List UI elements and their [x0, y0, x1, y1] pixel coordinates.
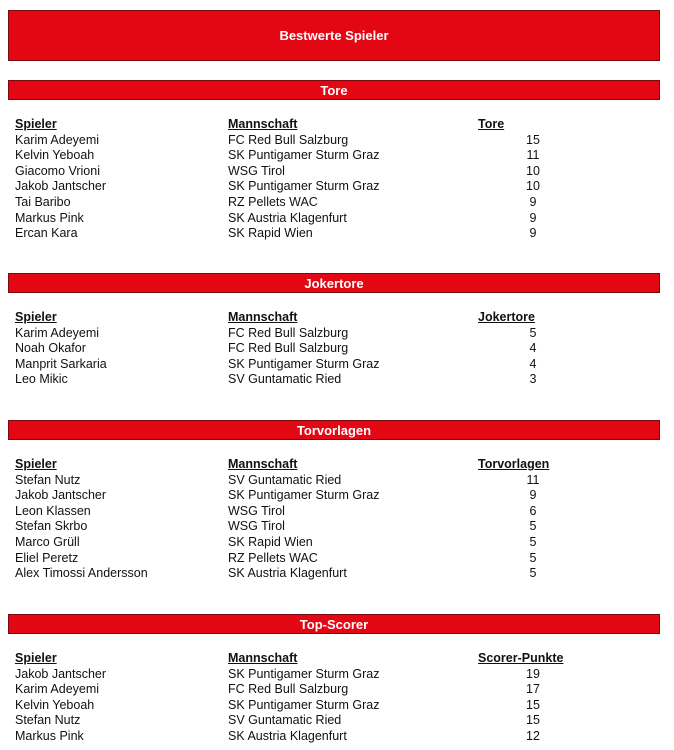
- cell-stat: 5: [529, 534, 537, 549]
- table-row: [8, 682, 660, 698]
- cell-spieler: Markus Pink: [15, 728, 84, 743]
- table-row: [8, 667, 660, 683]
- cell-mannschaft: SV Guntamatic Ried: [228, 372, 342, 387]
- cell-spieler: Stefan Nutz: [15, 713, 81, 728]
- table-row: [8, 473, 660, 489]
- cell-stat: 9: [529, 194, 537, 209]
- cell-mannschaft: SK Puntigamer Sturm Graz: [228, 666, 380, 681]
- table-row: [8, 372, 660, 388]
- section-title: Torvorlagen: [8, 420, 660, 440]
- cell-mannschaft: FC Red Bull Salzburg: [228, 325, 349, 340]
- cell-mannschaft: FC Red Bull Salzburg: [228, 132, 349, 147]
- table-header: [8, 651, 660, 667]
- cell-mannschaft: SK Austria Klagenfurt: [228, 728, 347, 743]
- cell-stat: 5: [529, 550, 537, 565]
- cell-mannschaft: WSG Tirol: [228, 503, 285, 518]
- section-title: Tore: [8, 80, 660, 100]
- cell-stat: 4: [529, 356, 537, 371]
- cell-spieler: Jakob Jantscher: [15, 179, 107, 194]
- cell-mannschaft: RZ Pellets WAC: [228, 550, 318, 565]
- table-row: [8, 566, 660, 582]
- cell-stat: 4: [529, 341, 537, 356]
- stats-table: [8, 117, 660, 242]
- table-row: [8, 211, 660, 227]
- cell-spieler: Markus Pink: [15, 210, 84, 225]
- cell-mannschaft: SK Puntigamer Sturm Graz: [228, 488, 380, 503]
- header-stat: Jokertore: [478, 310, 535, 324]
- cell-spieler: Kelvin Yeboah: [15, 148, 95, 163]
- stats-table: [8, 457, 660, 582]
- cell-stat: 15: [526, 132, 540, 147]
- cell-mannschaft: SK Puntigamer Sturm Graz: [228, 697, 380, 712]
- cell-spieler: Stefan Nutz: [15, 472, 81, 487]
- cell-stat: 17: [526, 682, 540, 697]
- section-title: Top-Scorer: [8, 614, 660, 634]
- table-header: [8, 310, 660, 326]
- table-row: [8, 341, 660, 357]
- section-top-scorer: [8, 614, 660, 745]
- table-row: [8, 535, 660, 551]
- cell-spieler: Manprit Sarkaria: [15, 356, 107, 371]
- cell-mannschaft: SK Austria Klagenfurt: [228, 566, 347, 581]
- cell-stat: 5: [529, 519, 537, 534]
- cell-stat: 9: [529, 488, 537, 503]
- stats-table: [8, 651, 660, 745]
- cell-stat: 9: [529, 210, 537, 225]
- table-row: [8, 519, 660, 535]
- table-row: [8, 713, 660, 729]
- cell-spieler: Giacomo Vrioni: [15, 163, 100, 178]
- cell-stat: 3: [529, 372, 537, 387]
- cell-stat: 5: [529, 325, 537, 340]
- cell-spieler: Jakob Jantscher: [15, 488, 107, 503]
- section-title: Jokertore: [8, 273, 660, 293]
- table-header: [8, 457, 660, 473]
- stats-table: [8, 310, 660, 388]
- cell-stat: 5: [529, 566, 537, 581]
- table-row: [8, 226, 660, 242]
- cell-spieler: Stefan Skrbo: [15, 519, 88, 534]
- cell-spieler: Alex Timossi Andersson: [15, 566, 148, 581]
- cell-mannschaft: SK Rapid Wien: [228, 534, 313, 549]
- table-row: [8, 179, 660, 195]
- cell-stat: 12: [526, 728, 540, 743]
- cell-mannschaft: SK Puntigamer Sturm Graz: [228, 356, 380, 371]
- section-torvorlagen: [8, 420, 660, 582]
- table-header: [8, 117, 660, 133]
- cell-spieler: Ercan Kara: [15, 226, 78, 241]
- cell-spieler: Karim Adeyemi: [15, 682, 100, 697]
- header-spieler: Spieler: [15, 651, 57, 665]
- table-row: [8, 164, 660, 180]
- cell-spieler: Karim Adeyemi: [15, 325, 100, 340]
- cell-spieler: Leo Mikic: [15, 372, 68, 387]
- cell-stat: 15: [526, 697, 540, 712]
- cell-stat: 9: [529, 226, 537, 241]
- cell-mannschaft: FC Red Bull Salzburg: [228, 682, 349, 697]
- cell-spieler: Leon Klassen: [15, 503, 91, 518]
- cell-spieler: Noah Okafor: [15, 341, 86, 356]
- cell-mannschaft: WSG Tirol: [228, 163, 285, 178]
- table-row: [8, 357, 660, 373]
- cell-stat: 15: [526, 713, 540, 728]
- cell-mannschaft: SV Guntamatic Ried: [228, 713, 342, 728]
- cell-stat: 10: [526, 179, 540, 194]
- cell-mannschaft: WSG Tirol: [228, 519, 285, 534]
- header-mannschaft: Mannschaft: [228, 117, 298, 131]
- table-row: [8, 326, 660, 342]
- cell-spieler: Tai Baribo: [15, 194, 71, 209]
- cell-mannschaft: SK Puntigamer Sturm Graz: [228, 148, 380, 163]
- table-row: [8, 698, 660, 714]
- cell-mannschaft: RZ Pellets WAC: [228, 194, 318, 209]
- table-row: [8, 488, 660, 504]
- cell-stat: 10: [526, 163, 540, 178]
- cell-mannschaft: SK Austria Klagenfurt: [228, 210, 347, 225]
- table-row: [8, 551, 660, 567]
- cell-stat: 11: [526, 148, 540, 163]
- header-spieler: Spieler: [15, 310, 57, 324]
- page-title: Bestwerte Spieler: [8, 10, 660, 61]
- cell-stat: 11: [526, 472, 540, 487]
- cell-mannschaft: SK Rapid Wien: [228, 226, 313, 241]
- cell-stat: 6: [529, 503, 537, 518]
- header-mannschaft: Mannschaft: [228, 651, 298, 665]
- section-tore: [8, 80, 660, 242]
- header-stat: Torvorlagen: [478, 457, 550, 471]
- table-row: [8, 133, 660, 149]
- section-jokertore: [8, 273, 660, 388]
- cell-spieler: Karim Adeyemi: [15, 132, 100, 147]
- table-row: [8, 148, 660, 164]
- header-mannschaft: Mannschaft: [228, 310, 298, 324]
- header-stat: Scorer-Punkte: [478, 651, 564, 665]
- cell-spieler: Kelvin Yeboah: [15, 697, 95, 712]
- table-row: [8, 195, 660, 211]
- header-mannschaft: Mannschaft: [228, 457, 298, 471]
- cell-mannschaft: SV Guntamatic Ried: [228, 472, 342, 487]
- cell-stat: 19: [526, 666, 540, 681]
- cell-spieler: Jakob Jantscher: [15, 666, 107, 681]
- header-spieler: Spieler: [15, 457, 57, 471]
- cell-spieler: Marco Grüll: [15, 534, 80, 549]
- header-spieler: Spieler: [15, 117, 57, 131]
- header-stat: Tore: [478, 117, 505, 131]
- cell-spieler: Eliel Peretz: [15, 550, 79, 565]
- table-row: [8, 504, 660, 520]
- table-row: [8, 729, 660, 745]
- cell-mannschaft: FC Red Bull Salzburg: [228, 341, 349, 356]
- cell-mannschaft: SK Puntigamer Sturm Graz: [228, 179, 380, 194]
